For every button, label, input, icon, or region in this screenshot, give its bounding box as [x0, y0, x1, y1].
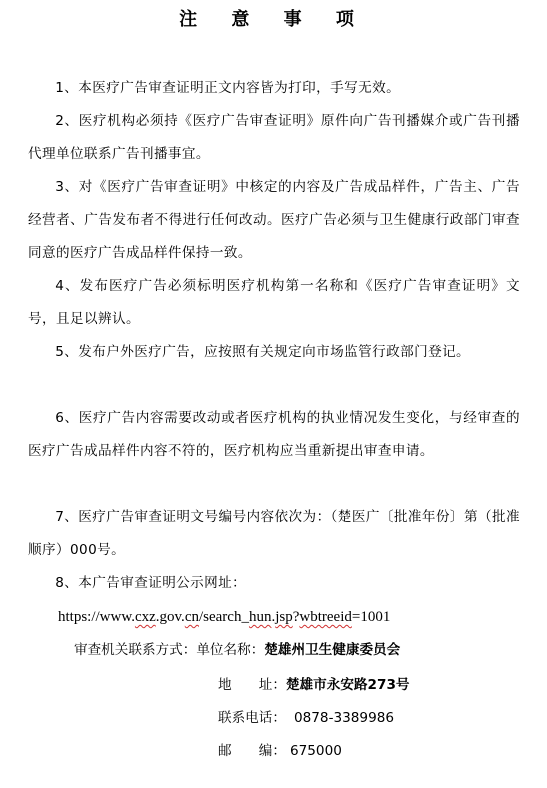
- contact-heading: 审查机关联系方式：: [74, 642, 197, 658]
- url-part: .gov.: [155, 609, 185, 625]
- contact-postcode-row: [218, 736, 342, 766]
- unit-label: 单位名称：: [196, 642, 265, 658]
- contact-address-row: [218, 670, 410, 700]
- url-path-hun: hun: [248, 609, 272, 625]
- phone-value: 0878-3389986: [293, 710, 395, 726]
- note-item-4: 4、发布医疗广告必须标明医疗机构第一名称和《医疗广告审查证明》文号，且足以辨认。: [28, 278, 520, 327]
- document-title: 注 意 事 项: [179, 9, 368, 30]
- url-domain: cxz: [134, 609, 156, 625]
- note-item-2: 2、医疗机构必须持《医疗广告审查证明》原件向广告刊播媒介或广告刊播代理单位联系广告刊播事宜。: [28, 113, 520, 162]
- url-path: /search_: [198, 609, 249, 625]
- url-prefix: https://www.: [58, 609, 135, 625]
- url-tld: cn: [184, 609, 199, 625]
- postcode-value: 675000: [289, 743, 342, 759]
- unit-value: 楚雄州卫生健康委员会: [264, 642, 401, 658]
- note-item-5: 5、发布户外医疗广告，应按照有关规定向市场监管行政部门登记。: [55, 344, 471, 360]
- address-label: 地 址：: [218, 677, 286, 693]
- contact-phone-row: [218, 703, 394, 733]
- address-value: 楚雄市永安路273号: [285, 677, 410, 693]
- postcode-label: 邮 编：: [218, 743, 286, 759]
- url-param-name: wbtreeid: [299, 609, 352, 625]
- note-item-7: 7、医疗广告审查证明文号编号内容依次为：（楚医广〔批准年份〕第（批准顺序）000号。: [28, 509, 520, 558]
- phone-label: 联系电话：: [218, 710, 286, 726]
- note-item-8: 8、本广告审查证明公示网址：: [55, 575, 247, 591]
- note-item-3: 3、对《医疗广告审查证明》中核定的内容及广告成品样件，广告主、广告经营者、广告发布者不得进行任何改动。医疗广告必须与卫生健康行政部门审查同意的医疗广告成品样件保持一致。: [28, 179, 520, 261]
- url-dot: .: [271, 609, 276, 625]
- url-query-mark: ?: [292, 609, 300, 625]
- contact-unit-row: [74, 635, 400, 665]
- note-item-6: 6、医疗广告内容需要改动或者医疗机构的执业情况发生变化，与经审查的医疗广告成品样件内容不符的，医疗机构应当重新提出审查申请。: [28, 410, 520, 459]
- publicity-url[interactable]: [58, 602, 390, 632]
- note-item-1: 1、本医疗广告审查证明正文内容皆为打印，手写无效。: [55, 80, 401, 96]
- url-extension: jsp: [275, 609, 293, 625]
- url-param-value: =1001: [351, 609, 391, 625]
